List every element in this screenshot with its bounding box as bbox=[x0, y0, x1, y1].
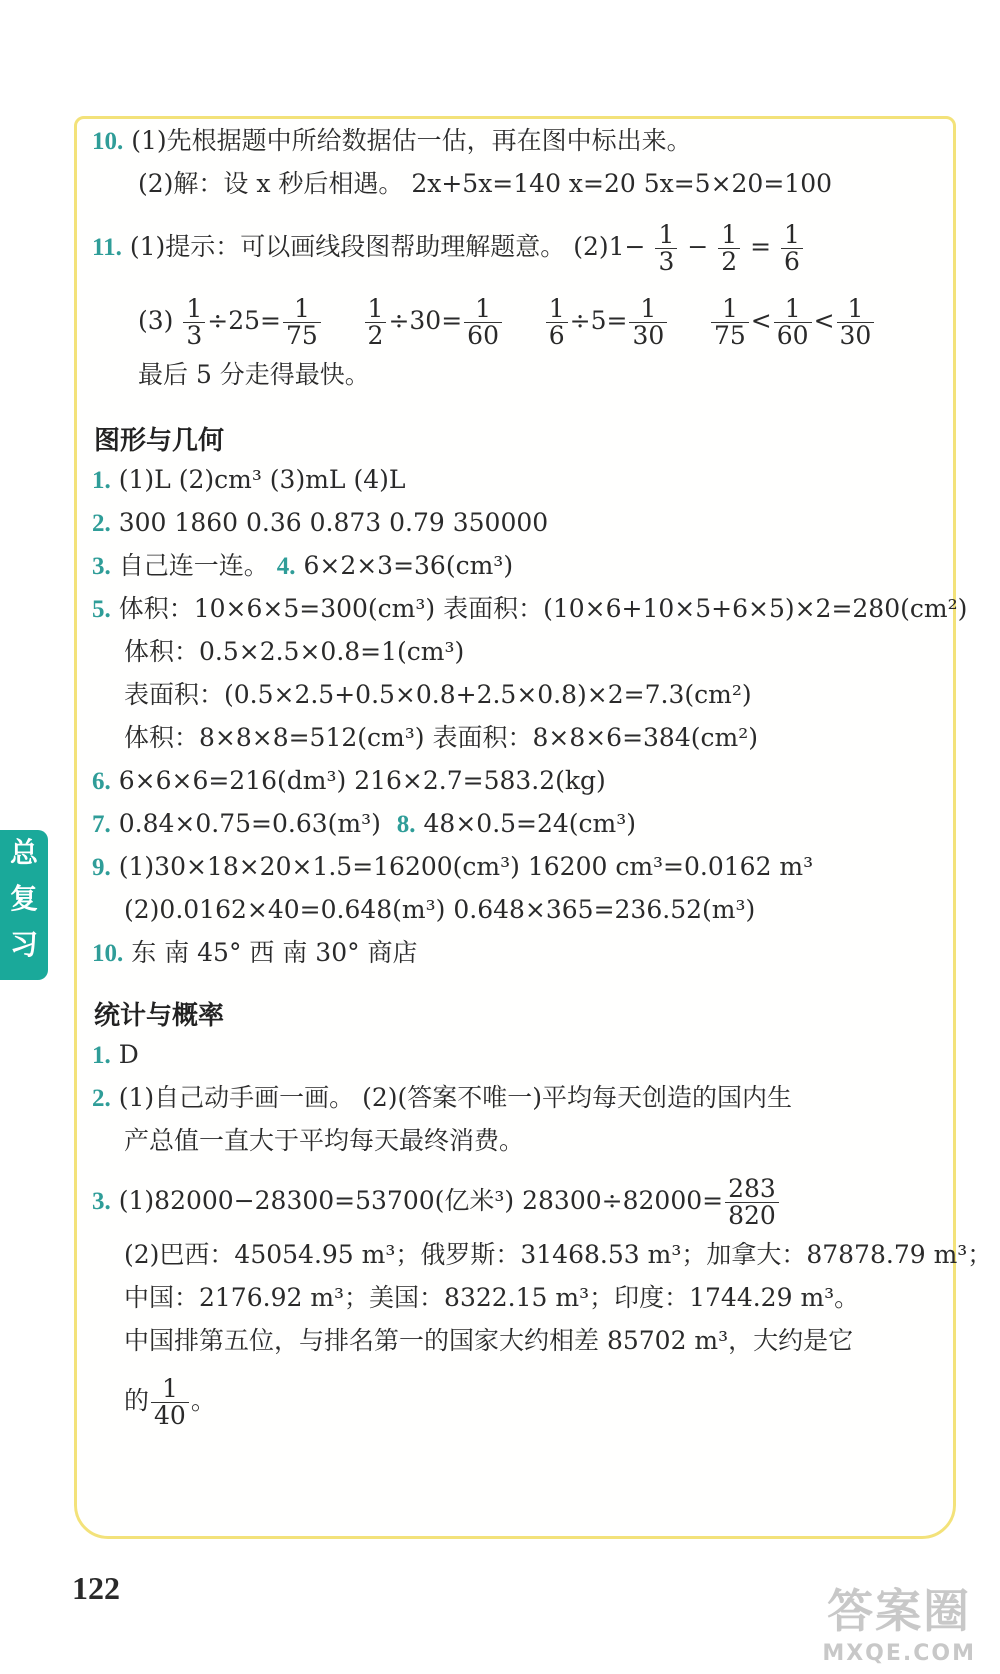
section-title-geometry: 图形与几何 bbox=[94, 426, 225, 456]
stat-answer-3a: 3. (1)82000−28300=53700(亿米³) 28300÷82000= $\frac{283}{820}$ bbox=[92, 1176, 781, 1229]
watermark bbox=[822, 1575, 976, 1666]
geo-answer-9a: 9. (1)30×18×20×1.5=16200(cm³) 16200 cm³=0.0162 m³ bbox=[92, 852, 814, 881]
geo-answer-9b: (2)0.0162×40=0.648(m³) 0.648×365=236.52(m³) bbox=[124, 895, 756, 924]
geo-answer-7-8: 7. 0.84×0.75=0.63(m³) 8. 48×0.5=24(cm³) bbox=[92, 809, 637, 838]
page-number: 122 bbox=[72, 1570, 120, 1606]
fraction: $\frac{1}{6}$ bbox=[781, 222, 803, 275]
stat-answer-2b: 产总值一直大于平均每天最终消费。 bbox=[124, 1126, 525, 1155]
answer-11-part3: (3) $\frac{1}{3}$ ÷25= $\frac{1}{75}$ $\frac{1}{2}$ ÷30= $\frac{1}{60}$ $\frac{1}{6}$ ÷5= $\frac{1}{30}$ $\frac{1}{75}$ < $\frac{1}{60}$ < $\frac{1}{30}$ bbox=[138, 296, 876, 349]
geo-answer-6: 6. 6×6×6=216(dm³) 216×2.7=583.2(kg) bbox=[92, 766, 606, 795]
side-tab-char: 习 bbox=[9, 928, 38, 961]
stat-answer-3c: 中国：2176.92 m³；美国：8322.15 m³；印度：1744.29 m³。 bbox=[124, 1283, 860, 1312]
stat-answer-3e: 的 $\frac{1}{40}$ 。 bbox=[124, 1374, 216, 1430]
watermark-url: MXQE.COM bbox=[822, 1641, 976, 1666]
geo-answer-3-4: 3. 自己连一连。 4. 6×2×3=36(cm³) bbox=[92, 551, 514, 580]
fraction: $\frac{1}{3}$ bbox=[655, 222, 677, 275]
geo-answer-5a: 5. 体积：10×6×5=300(cm³) 表面积：(10×6+10×5+6×5)×2=280(cm²) bbox=[92, 594, 968, 623]
fraction: $\frac{1}{2}$ bbox=[718, 222, 740, 275]
geo-answer-5b: 体积：0.5×2.5×0.8=1(cm³) bbox=[124, 637, 465, 666]
answer-11-part1: 11. (1)提示：可以画线段图帮助理解题意。 (2)1− $\frac{1}{3}$ − $\frac{1}{2}$ = $\frac{1}{6}$ bbox=[92, 222, 805, 275]
geo-answer-10: 10. 东 南 45° 西 南 30° 商店 bbox=[92, 938, 418, 967]
section-title-statistics: 统计与概率 bbox=[94, 1001, 225, 1031]
side-tab-review bbox=[0, 830, 48, 980]
stat-answer-1: 1. D bbox=[92, 1040, 139, 1069]
answer-11-conclusion: 最后 5 分走得最快。 bbox=[138, 360, 370, 389]
answer-10-part2: (2)解：设 x 秒后相遇。 2x+5x=140 x=20 5x=5×20=100 bbox=[138, 169, 833, 198]
answer-10-part1: 10. (1)先根据题中所给数据估一估，再在图中标出来。 bbox=[92, 126, 692, 155]
stat-answer-2a: 2. (1)自己动手画一画。 (2)(答案不唯一)平均每天创造的国内生 bbox=[92, 1083, 793, 1112]
stat-answer-3b: (2)巴西：45054.95 m³；俄罗斯：31468.53 m³；加拿大：87878.79 m³； bbox=[124, 1240, 993, 1269]
stat-answer-3d: 中国排第五位，与排名第一的国家大约相差 85702 m³，大约是它 bbox=[124, 1326, 854, 1355]
geo-answer-5d: 体积：8×8×8=512(cm³) 表面积：8×8×6=384(cm²) bbox=[124, 723, 758, 752]
geo-answer-5c: 表面积：(0.5×2.5+0.5×0.8+2.5×0.8)×2=7.3(cm²) bbox=[124, 680, 752, 709]
geo-answer-2: 2. 300 1860 0.36 0.873 0.79 350000 bbox=[92, 508, 549, 537]
side-tab-char: 复 bbox=[9, 882, 38, 915]
side-tab-char: 总 bbox=[9, 836, 38, 869]
watermark-logo-text: 答案圈 bbox=[827, 1584, 972, 1638]
geo-answer-1: 1. (1)L (2)cm³ (3)mL (4)L bbox=[92, 465, 406, 494]
